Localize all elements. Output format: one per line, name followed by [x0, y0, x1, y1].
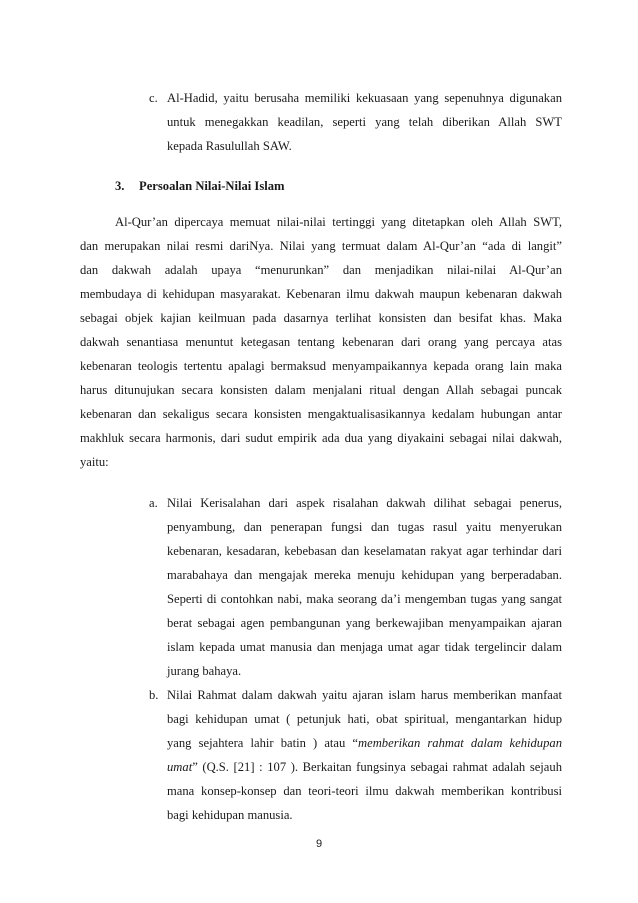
paragraph-line-3: dan dakwah adalah upaya “menurunkan” dan menjadikan nilai-nilai Al-Qur’an [80, 263, 562, 277]
item-a-line-8: jurang bahaya. [167, 664, 242, 678]
page-number: 9 [315, 838, 323, 850]
item-c-line-2: untuk menegakkan keadilan, seperti yang telah diberikan Allah SWT [167, 115, 562, 129]
list-marker-a: a. [149, 496, 158, 510]
item-b-line-3 [167, 731, 562, 755]
paragraph-line-9: kebenaran dan sekaligus secara konsisten mengaktualisasikannya kedalam hubungan antar [80, 407, 562, 421]
item-b-line-4 [167, 755, 562, 779]
item-b-line-3-text: yang sejahtera lahir batin ) atau “ [167, 736, 359, 750]
item-c-line-3: kepada Rasulullah SAW. [167, 139, 292, 153]
list-marker-b: b. [149, 688, 159, 702]
item-a-line-3: kebenaran, kesadaran, kebebasan dan keselamatan rakyat agar terhindar dari [167, 544, 562, 558]
paragraph-line-8: harus ditunujukan secara konsisten dalam menjalani ritual dengan Allah sebagai puncak [80, 383, 562, 397]
item-a-line-2: penyambung, dan penerapan fungsi dan tugas rasul yaitu menyerukan [167, 520, 562, 534]
paragraph-line-4: membudaya di kehidupan masyarakat. Kebenaran ilmu dakwah maupun kebenaran dakwah [80, 287, 562, 301]
paragraph-line-7: kebenaran teologis tertentu apalagi bermaksud menyampaikannya kepada orang lain maka [80, 359, 562, 373]
paragraph-line-10: makhluk secara harmonis, dari sudut empirik ada dua yang diyakaini sebagai nilai dakwah, [80, 431, 562, 445]
item-b-line-4-text: ” (Q.S. [21] : 107 ). Berkaitan fungsinya sebagai rahmat adalah sejauh [192, 760, 562, 774]
paragraph-line-11: yaitu: [80, 455, 109, 469]
item-c-line-1: Al-Hadid, yaitu berusaha memiliki kekuasaan yang sepenuhnya digunakan [167, 91, 562, 105]
item-a-line-6: berat sebagai agen pembangunan yang berkewajiban menyampaikan ajaran [167, 616, 562, 630]
item-a-line-5: Seperti di contohkan nabi, maka seorang da’i mengemban tugas yang sangat [167, 592, 562, 606]
item-b-line-2: bagi kehidupan umat ( petunjuk hati, obat spiritual, mengantarkan hidup [167, 712, 562, 726]
section-number: 3. [115, 179, 125, 193]
item-b-line-4-italic: umat [167, 760, 193, 774]
item-a-line-1: Nilai Kerisalahan dari aspek risalahan dakwah dilihat sebagai penerus, [167, 496, 562, 510]
section-title: Persoalan Nilai-Nilai Islam [139, 179, 285, 193]
list-marker-c: c. [149, 91, 158, 105]
item-b-line-1: Nilai Rahmat dalam dakwah yaitu ajaran islam harus memberikan manfaat [167, 688, 562, 702]
paragraph-line-6: dakwah senantiasa menuntut ketegasan tentang kebenaran dari orang yang percaya atas [80, 335, 562, 349]
item-a-line-4: marabahaya dan mengajak mereka menuju kehidupan yang berperadaban. [167, 568, 562, 582]
paragraph-line-2: dan merupakan nilai resmi dariNya. Nilai yang termuat dalam Al-Qur’an “ada di langit” [80, 239, 562, 253]
paragraph-line-1: Al-Qur’an dipercaya memuat nilai-nilai tertinggi yang ditetapkan oleh Allah SWT, [115, 215, 562, 229]
item-b-line-5: mana konsep-konsep dan teori-teori ilmu dakwah memberikan kontribusi [167, 784, 562, 798]
item-a-line-7: islam kepada umat manusia dan menjaga umat agar tidak tergelincir dalam [167, 640, 562, 654]
paragraph-line-5: sebagai objek kajian keilmuan pada dasarnya terlihat konsisten dan besifat khas. Maka [80, 311, 562, 325]
item-b-line-6: bagi kehidupan manusia. [167, 808, 293, 822]
item-b-line-3-italic: memberikan rahmat dalam kehidupan [358, 736, 562, 750]
